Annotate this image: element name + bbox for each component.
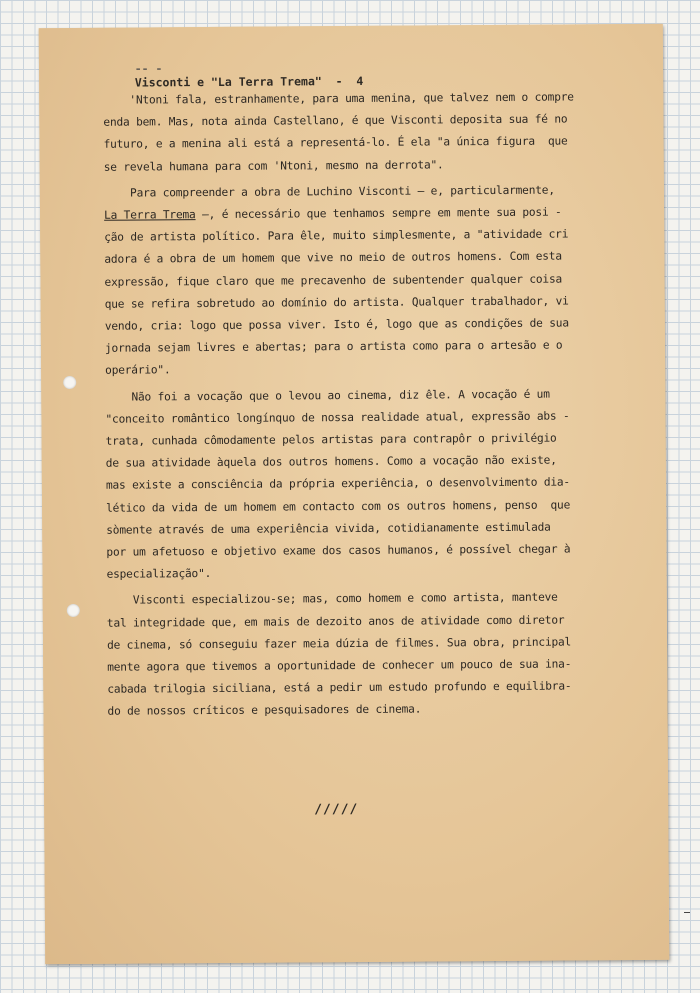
- text-line: 'Ntoni fala, estranhamente, para uma menina, que talvez nem o compre: [103, 90, 574, 107]
- typewritten-page: [39, 24, 670, 964]
- text-line: Visconti especializou-se; mas, como homem e como artista, manteve: [106, 591, 558, 608]
- paragraph-3: [105, 383, 654, 587]
- text-line: lético da vida de um homem em contacto com os outros homens, penso que: [106, 498, 571, 515]
- text-line: do de nossos críticos e pesquisadores de cinema.: [107, 703, 422, 719]
- text-line: mas existe a consciência da própria experiência, o desenvolvimento dia-: [105, 475, 571, 493]
- closing-mark: /////: [314, 801, 359, 818]
- text-line: jornada sejam livres e abertas; para o artista como para o artesão e o: [104, 338, 563, 355]
- text-line: que se refira sobretudo ao domínio do artista. Qualquer trabalhador, vi: [104, 294, 569, 311]
- header-marks: -- -: [134, 61, 163, 76]
- paragraph-4: [107, 586, 656, 723]
- text-line: especialização".: [106, 567, 212, 581]
- film-title-underlined: La Terra Trema: [104, 208, 196, 222]
- text-line: vendo, cria: logo que possa viver. Isto é, logo que as condições de sua: [104, 316, 569, 333]
- text-line: se revela humana para com 'Ntoni, mesmo na derrota".: [103, 157, 444, 174]
- text-line: Para compreender a obra de Luchino Visconti — e, particularmente,: [103, 183, 555, 200]
- text-line: expressão, fique claro que me precavenho de subentender qualquer coisa: [104, 272, 563, 289]
- punch-hole-lower: [67, 604, 80, 617]
- text-line: de sua atividade àquela dos outros homens. Como a vocação não existe,: [105, 453, 557, 470]
- text-line-rest: —, é necessário que tenhamos sempre em mente sua posi -: [195, 205, 562, 222]
- text-line: adora é a obra de um homem que vive no meio de outros homens. Com esta: [104, 249, 562, 267]
- text-line: operário".: [105, 363, 171, 378]
- text-line: tal integridade que, em mais de dezoito anos de atividade como diretor: [106, 613, 565, 630]
- text-line: ção de artista político. Para êle, muito simplesmente, a "atividade cri: [104, 227, 569, 244]
- ruler-tick: [684, 912, 690, 913]
- header-title: Visconti e "La Terra Trema" - 4: [134, 73, 364, 90]
- paragraph-1: [103, 86, 652, 179]
- text-line: futuro, e a menina ali está a representá-lo. É ela "a única figura que: [103, 134, 568, 152]
- text-line: enda bem. Mas, nota ainda Castellano, é que Visconti deposita sua fé no: [103, 112, 568, 129]
- text-line: por um afetuoso e objetivo exame dos casos humanos, é possível chegar à: [106, 542, 571, 559]
- document-body: [103, 86, 655, 723]
- text-line: sòmente através de uma experiência vivida, cotidianamente estimulada: [106, 520, 551, 537]
- punch-hole-upper: [63, 376, 76, 389]
- text-line: mente agora que tivemos a oportunidade de conhecer um pouco de sua ina-: [107, 657, 572, 674]
- text-line: cabada trilogia siciliana, está a pedir um estudo profundo e equilibra-: [107, 679, 572, 697]
- paragraph-2: [104, 179, 653, 383]
- text-line: de cinema, só conseguiu fazer meia dúzia de filmes. Sua obra, principal: [107, 635, 572, 652]
- text-line: trata, cunhada cômodamente pelos artistas para contrapôr o privilégio: [105, 431, 557, 448]
- text-line: "conceito romântico longínquo de nossa realidade atual, expressão abs -: [105, 409, 570, 426]
- text-line: Não foi a vocação que o levou ao cinema, diz êle. A vocação é um: [105, 387, 550, 404]
